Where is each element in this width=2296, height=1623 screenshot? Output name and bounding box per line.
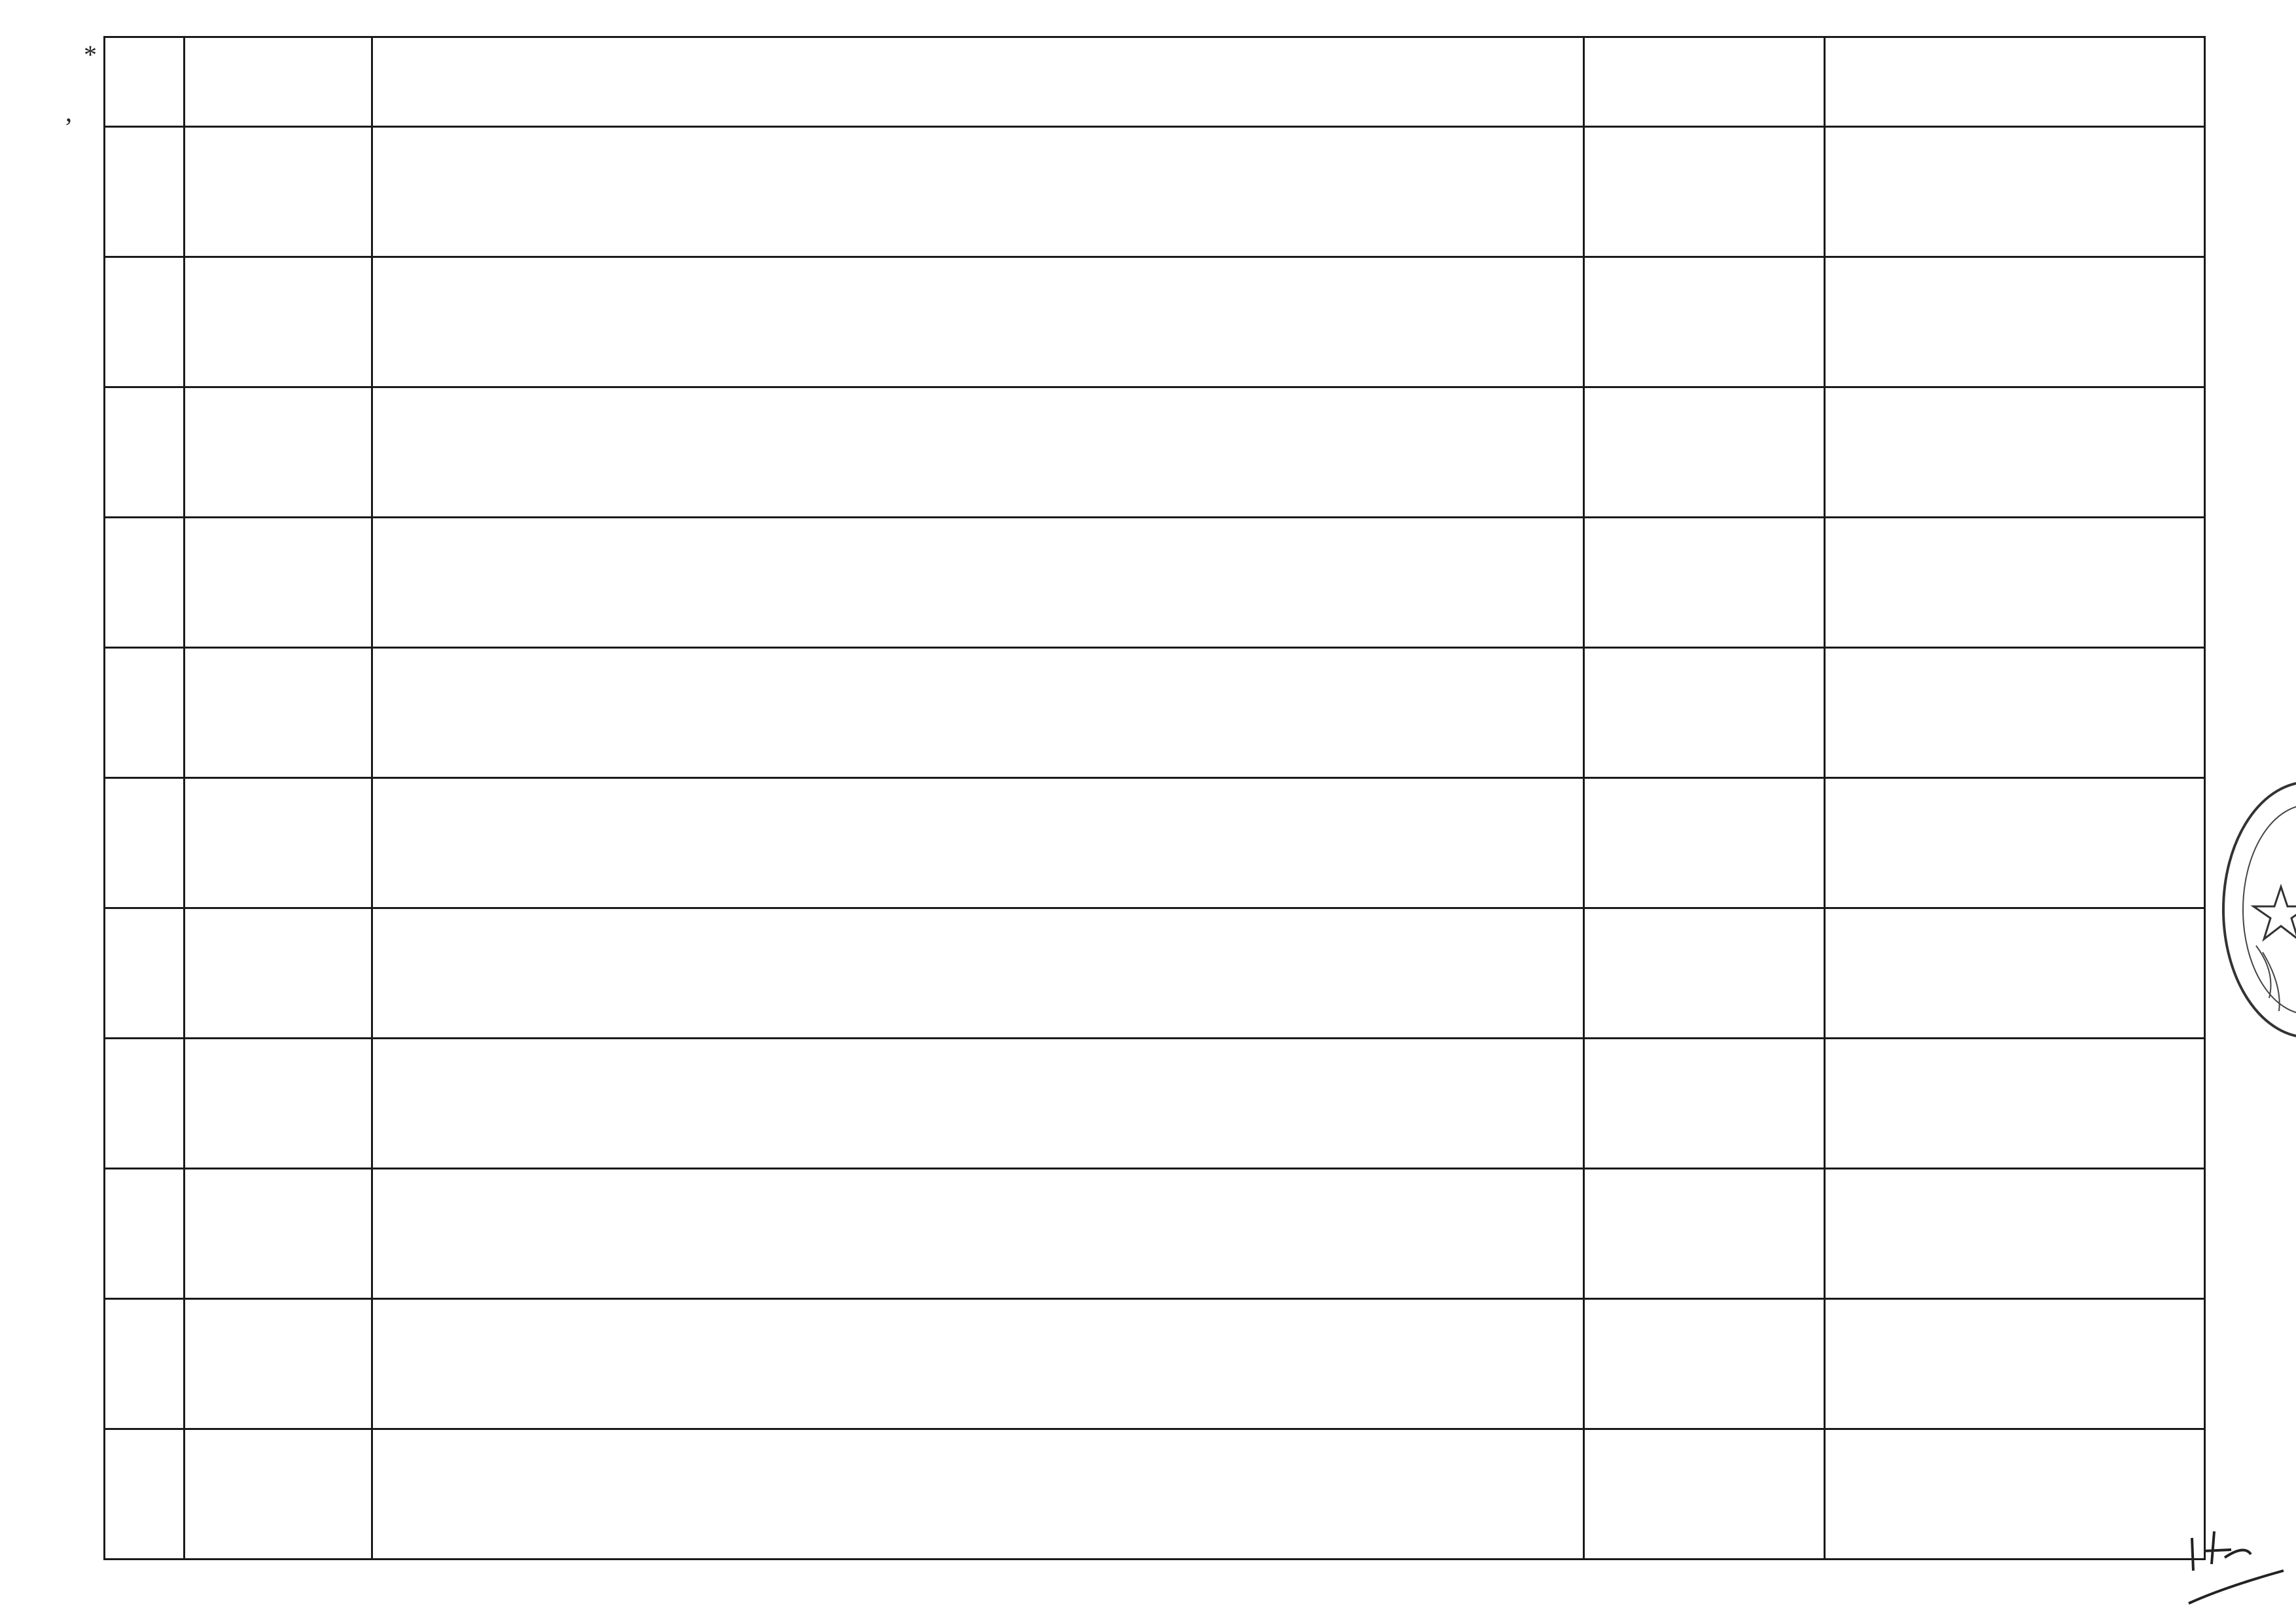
official-seal-stamp bbox=[2217, 776, 2296, 1044]
row-amount bbox=[1584, 1039, 1825, 1169]
contribution-table-section bbox=[103, 36, 2204, 1560]
row-contributor bbox=[372, 908, 1584, 1039]
row-amount bbox=[1584, 648, 1825, 778]
header-contributor bbox=[372, 37, 1584, 127]
row-amount bbox=[1584, 257, 1825, 387]
row-date bbox=[185, 127, 372, 257]
table-row bbox=[105, 1039, 2205, 1169]
row-method bbox=[1825, 778, 2205, 908]
header-amount bbox=[1584, 37, 1825, 127]
header-date bbox=[185, 37, 372, 127]
row-stt bbox=[105, 127, 185, 257]
row-stt bbox=[105, 778, 185, 908]
row-method bbox=[1825, 1299, 2205, 1429]
table-row bbox=[105, 1299, 2205, 1429]
row-date bbox=[185, 1039, 372, 1169]
row-method bbox=[1825, 518, 2205, 648]
row-amount bbox=[1584, 1169, 1825, 1299]
row-amount bbox=[1584, 387, 1825, 518]
margin-mark-left: , bbox=[65, 98, 72, 127]
row-date bbox=[185, 648, 372, 778]
row-date bbox=[185, 778, 372, 908]
table-header-row bbox=[105, 37, 2205, 127]
contribution-table bbox=[103, 36, 2206, 1560]
row-method bbox=[1825, 1039, 2205, 1169]
row-amount bbox=[1584, 778, 1825, 908]
table-row bbox=[105, 1429, 2205, 1560]
row-stt bbox=[105, 257, 185, 387]
row-stt bbox=[105, 1169, 185, 1299]
row-contributor bbox=[372, 778, 1584, 908]
row-stt bbox=[105, 908, 185, 1039]
row-amount bbox=[1584, 908, 1825, 1039]
row-date bbox=[185, 518, 372, 648]
row-amount bbox=[1584, 1299, 1825, 1429]
table-row bbox=[105, 778, 2205, 908]
margin-mark-top: * bbox=[84, 40, 97, 69]
table-row bbox=[105, 648, 2205, 778]
row-contributor bbox=[372, 1429, 1584, 1560]
row-date bbox=[185, 1429, 372, 1560]
table-row bbox=[105, 387, 2205, 518]
header-stt bbox=[105, 37, 185, 127]
row-method bbox=[1825, 257, 2205, 387]
row-contributor bbox=[372, 1169, 1584, 1299]
header-method bbox=[1825, 37, 2205, 127]
row-method bbox=[1825, 648, 2205, 778]
handwritten-signature bbox=[2185, 1525, 2290, 1616]
table-row bbox=[105, 127, 2205, 257]
row-amount bbox=[1584, 1429, 1825, 1560]
row-date bbox=[185, 1169, 372, 1299]
row-contributor bbox=[372, 127, 1584, 257]
row-contributor bbox=[372, 1299, 1584, 1429]
row-contributor bbox=[372, 518, 1584, 648]
row-contributor bbox=[372, 1039, 1584, 1169]
row-stt bbox=[105, 1429, 185, 1560]
table-row bbox=[105, 908, 2205, 1039]
row-date bbox=[185, 1299, 372, 1429]
row-amount bbox=[1584, 518, 1825, 648]
row-contributor bbox=[372, 387, 1584, 518]
row-date bbox=[185, 257, 372, 387]
row-method bbox=[1825, 387, 2205, 518]
row-date bbox=[185, 908, 372, 1039]
row-stt bbox=[105, 387, 185, 518]
row-method bbox=[1825, 1169, 2205, 1299]
row-method bbox=[1825, 127, 2205, 257]
row-method bbox=[1825, 1429, 2205, 1560]
row-method bbox=[1825, 908, 2205, 1039]
table-row bbox=[105, 518, 2205, 648]
row-contributor bbox=[372, 257, 1584, 387]
row-date bbox=[185, 387, 372, 518]
row-stt bbox=[105, 1039, 185, 1169]
table-row bbox=[105, 1169, 2205, 1299]
row-stt bbox=[105, 648, 185, 778]
row-contributor bbox=[372, 648, 1584, 778]
row-stt bbox=[105, 1299, 185, 1429]
row-stt bbox=[105, 518, 185, 648]
row-amount bbox=[1584, 127, 1825, 257]
table-row bbox=[105, 257, 2205, 387]
